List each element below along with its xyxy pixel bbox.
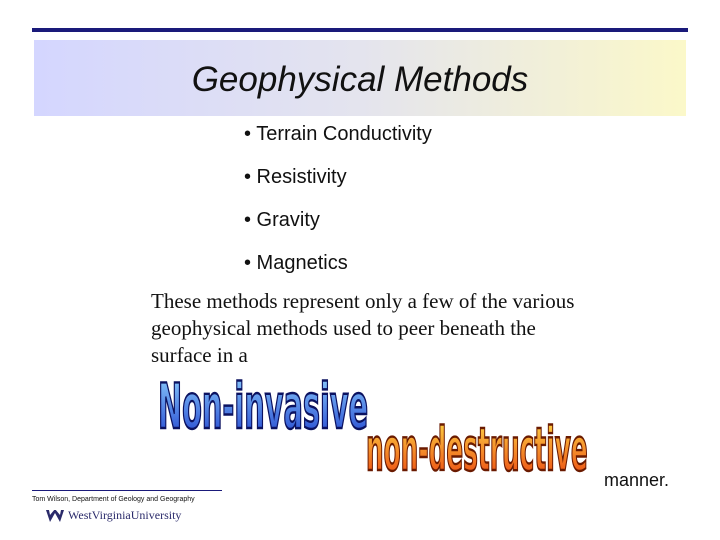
- slide-title: Geophysical Methods: [191, 60, 529, 99]
- description-paragraph: These methods represent only a few of the various geophysical methods used to peer beneath the surface in a: [151, 289, 575, 367]
- top-rule: [32, 28, 688, 32]
- wv-logo-icon: [46, 510, 64, 522]
- footer-credit: Tom Wilson, Department of Geology and Geography: [32, 496, 195, 503]
- title-band: [34, 40, 686, 116]
- wordart: [150, 370, 620, 480]
- closing-word: manner.: [604, 470, 670, 490]
- bullet-item: • Terrain Conductivity: [244, 123, 432, 145]
- bullet-item: • Magnetics: [244, 252, 348, 274]
- logo-text: WestVirginiaUniversity: [68, 508, 182, 522]
- bullet-item: • Resistivity: [244, 166, 347, 188]
- footer-rule: [32, 490, 222, 491]
- bullet-list: [244, 120, 432, 292]
- university-logo: [46, 508, 181, 523]
- bullet-item: • Gravity: [244, 209, 320, 231]
- wordart-non-destructive: non-destructive: [366, 413, 588, 480]
- wordart-non-invasive: Non-invasive: [158, 371, 369, 444]
